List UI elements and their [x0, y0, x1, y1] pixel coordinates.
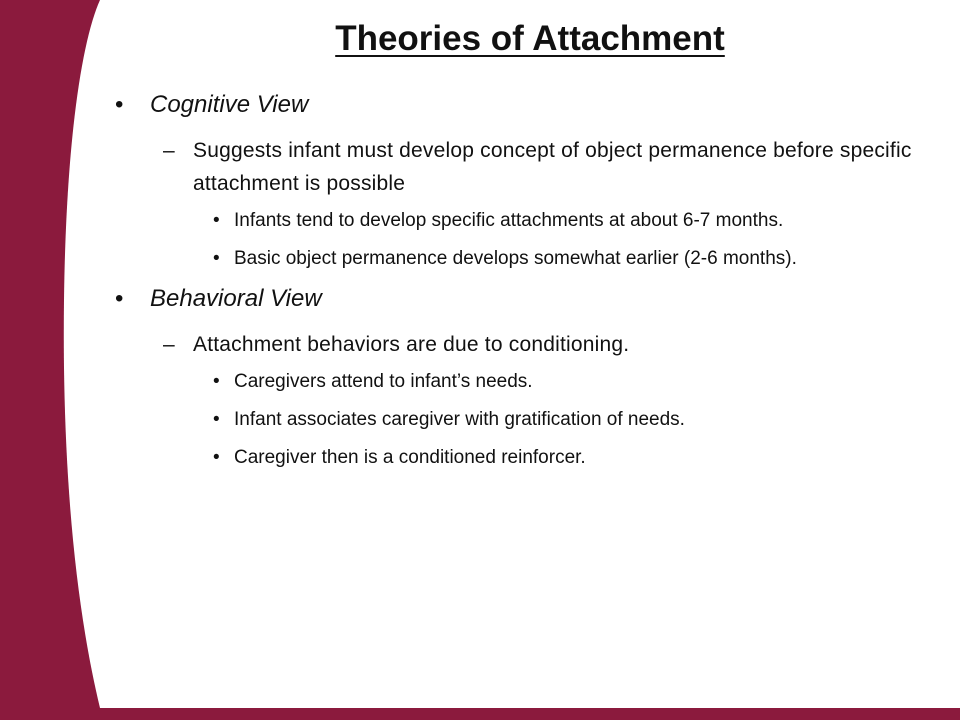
subpoint-text: Basic object permanence develops somewhat earlier (2-6 months).	[234, 248, 797, 269]
bullet-icon: •	[213, 248, 220, 269]
subpoint-item	[110, 405, 930, 434]
subpoint-text: Infants tend to develop specific attachments at about 6-7 months.	[234, 210, 784, 231]
subpoint-item	[110, 244, 930, 273]
bullet-icon: •	[213, 371, 220, 392]
dash-icon: –	[163, 333, 175, 356]
section-label: Behavioral View	[150, 285, 322, 312]
section-label: Cognitive View	[150, 91, 309, 118]
subpoint-text: Infant associates caregiver with gratification of needs.	[234, 409, 685, 430]
subpoint-item	[110, 206, 930, 235]
bullet-icon: •	[213, 409, 220, 430]
point-item	[110, 134, 930, 200]
slide-title: Theories of Attachment	[335, 19, 725, 58]
point-text: Suggests infant must develop concept of object permanence before specific attachment is possible	[193, 139, 912, 195]
bullet-icon: •	[213, 210, 220, 231]
slide-body	[110, 88, 930, 481]
bullet-icon: •	[115, 285, 124, 312]
section-heading-cognitive	[110, 88, 930, 122]
point-item	[110, 328, 930, 361]
dash-icon: –	[163, 139, 175, 162]
subpoint-item	[110, 367, 930, 396]
subpoint-text: Caregiver then is a conditioned reinforcer.	[234, 447, 586, 468]
subpoint-text: Caregivers attend to infant’s needs.	[234, 371, 533, 392]
bullet-icon: •	[115, 91, 124, 118]
subpoint-item	[110, 443, 930, 472]
section-heading-behavioral	[110, 282, 930, 316]
bullet-icon: •	[213, 447, 220, 468]
point-text: Attachment behaviors are due to conditioning.	[193, 333, 630, 356]
